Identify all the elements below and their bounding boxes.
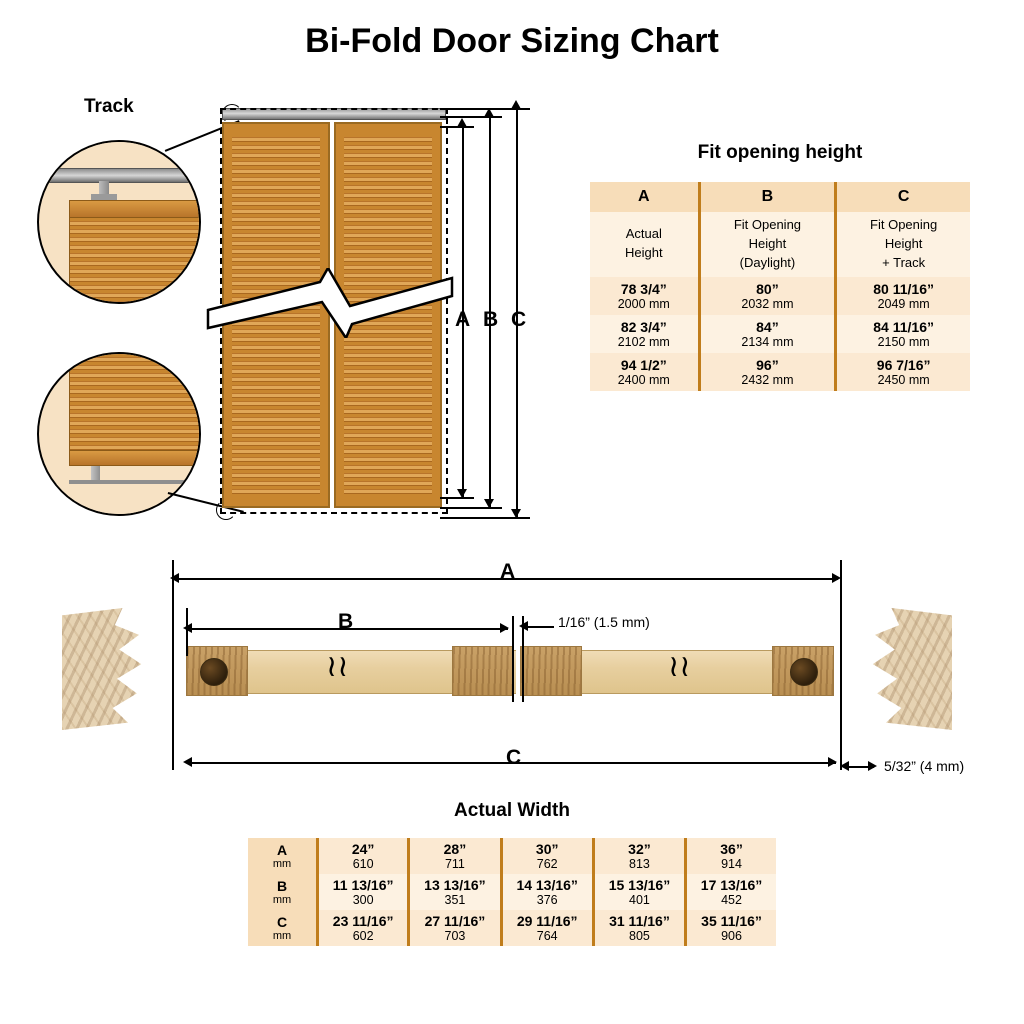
clearance-arrow-left [840,761,849,771]
track-label: Track [84,96,134,117]
dim-c-ext-top [440,108,530,110]
dim-b-plan-label: B [338,610,354,633]
width-c-c5 [686,910,776,946]
height-r2-a [590,315,699,353]
dim-a-plan-ext-left [172,560,174,770]
floor-surface-detail [39,484,199,514]
table-row [590,353,970,391]
width-a-c4-in: 32” [628,841,651,857]
height-r1-c-mm: 2049 mm [877,296,930,311]
width-row-b-header [248,874,318,910]
width-row-c-header [248,910,318,946]
width-a-c2 [409,838,501,874]
door-louvers-detail-top [69,218,200,302]
dim-a-plan-arrow-right [832,573,841,583]
track-detail-closeup [37,140,201,304]
width-c-c3 [501,910,593,946]
dim-c-plan-label: C [506,746,522,769]
width-b-c3 [501,874,593,910]
break-squiggle-right: ≀≀ [668,649,691,684]
floor-detail-closeup [37,352,201,516]
width-c-c3-mm: 764 [536,929,558,943]
pivot-hole-left [200,658,228,686]
width-b-c4-in: 15 13/16” [608,877,671,893]
break-squiggle-left: ≀≀ [326,649,349,684]
dim-label-b: B [483,308,499,331]
height-col-c-letter: C [836,182,970,212]
width-c-c2 [409,910,501,946]
width-b-c4-mm: 401 [629,893,650,907]
gap-ext-left [512,616,514,702]
dim-b-plan-arrow-left [183,623,192,633]
width-c-c1-mm: 602 [352,929,374,943]
height-col-a-desc-line2: Height [625,245,663,261]
height-col-b-desc-line3: (Daylight) [739,254,796,270]
height-col-b-letter: B [699,182,836,212]
width-row-c-letter: C [276,914,288,930]
width-a-c5 [686,838,776,874]
height-col-b-desc [699,212,836,277]
height-r3-c-mm: 2450 mm [877,372,930,387]
width-c-c5-mm: 906 [721,929,742,943]
height-r3-b-in: 96” [756,356,779,373]
width-c-c2-mm: 703 [444,929,466,943]
dim-c-plan-arrow-left [183,757,192,767]
height-r2-b [699,315,836,353]
width-a-c1 [318,838,409,874]
height-r1-a-in: 78 3/4” [620,280,667,297]
actual-width-table [248,838,776,946]
height-r2-b-mm: 2134 mm [741,334,794,349]
height-r3-c-in: 96 7/16” [876,356,931,373]
height-r3-a-in: 94 1/2” [620,356,667,373]
height-r1-a [590,277,699,315]
width-b-c5-mm: 452 [721,893,742,907]
width-a-c5-in: 36” [720,841,743,857]
width-a-c2-in: 28” [443,841,467,857]
width-row-b-unit: mm [272,894,292,906]
width-c-c1 [318,910,409,946]
page-title: Bi-Fold Door Sizing Chart [305,22,719,60]
gap-arrow [519,621,528,631]
wall-left [62,608,172,730]
width-row-a-unit: mm [272,858,292,870]
width-c-c1-in: 23 11/16” [332,913,394,929]
height-r3-c [836,353,970,391]
gap-note: 1/16” (1.5 mm) [558,614,650,630]
clearance-note: 5/32” (4 mm) [884,758,965,774]
width-table-grid [248,838,776,946]
width-b-c3-in: 14 13/16” [516,877,578,893]
width-c-c4 [593,910,685,946]
width-b-c1-in: 11 13/16” [332,877,394,893]
table-row [590,315,970,353]
height-col-c-desc-line1: Fit Opening [870,217,938,232]
height-col-b-desc-line1: Fit Opening [733,217,802,232]
dim-a-ext-top [440,126,474,128]
width-b-c1-mm: 300 [352,893,374,907]
width-row-a-header [248,838,318,874]
width-b-c2 [409,874,501,910]
width-a-c3-mm: 762 [536,857,558,871]
height-r3-a [590,353,699,391]
break-symbol [200,268,460,338]
height-col-c-desc-line3: + Track [882,254,926,270]
width-b-c2-mm: 351 [444,893,466,907]
width-b-c4 [593,874,685,910]
height-r1-c-in: 80 11/16” [873,280,934,297]
table-row [590,277,970,315]
width-b-c2-in: 13 13/16” [424,877,486,893]
table-row [248,910,776,946]
height-col-b-desc-line2: Height [748,235,787,251]
height-col-a-letter: A [590,182,699,212]
height-col-a-desc [590,212,699,277]
width-c-c4-mm: 805 [629,929,650,943]
height-r2-c [836,315,970,353]
width-c-c2-in: 27 11/16” [424,913,486,929]
width-a-c5-mm: 914 [721,857,742,871]
dim-label-c: C [511,308,527,331]
width-b-c1 [318,874,409,910]
width-b-c3-mm: 376 [536,893,558,907]
width-a-c3 [501,838,593,874]
height-r2-b-in: 84” [756,318,779,335]
stile-right-center [520,646,582,696]
width-a-c4 [593,838,685,874]
height-r2-c-in: 84 11/16” [873,318,934,335]
height-r1-b-in: 80” [756,280,779,297]
pivot-hole-right [790,658,818,686]
width-a-c3-in: 30” [535,841,559,857]
table-row [248,838,776,874]
table-row [248,874,776,910]
dim-c-ext-bottom [440,517,530,519]
width-c-c3-in: 29 11/16” [516,913,578,929]
dim-label-a: A [455,308,471,331]
width-b-c5 [686,874,776,910]
height-r1-c [836,277,970,315]
height-table-header-row [590,182,970,212]
width-a-c1-mm: 610 [352,857,374,871]
dim-a-plan-arrow-left [170,573,179,583]
height-r1-a-mm: 2000 mm [617,296,670,311]
width-c-c4-in: 31 11/16” [609,913,670,929]
height-r2-a-mm: 2102 mm [617,334,670,349]
width-c-c5-in: 35 11/16” [701,913,762,929]
dim-a-plan-label: A [500,560,516,583]
width-table-title: Actual Width [454,800,570,821]
height-col-a-desc-line1: Actual [625,226,662,242]
wall-right [842,608,952,730]
height-col-c-desc [836,212,970,277]
height-r2-a-in: 82 3/4” [620,318,667,335]
height-col-c-desc-line2: Height [884,235,923,251]
stile-left-center [452,646,514,696]
height-table-title: Fit opening height [697,142,863,163]
dim-c-plan-arrow-right [828,757,837,767]
height-r1-b-mm: 2032 mm [741,296,794,311]
width-a-c4-mm: 813 [629,857,650,871]
height-table-desc-row [590,212,970,277]
track-rail-detail [39,168,199,183]
width-a-c2-mm: 711 [444,857,465,871]
width-row-b-letter: B [276,878,288,894]
height-r2-c-mm: 2150 mm [877,334,930,349]
fit-opening-height-table [590,182,970,391]
bottom-pivot-pin-detail [91,466,100,480]
width-b-c5-in: 17 13/16” [700,877,763,893]
door-bottom-rail-detail [69,450,199,466]
width-row-c-unit: mm [272,930,292,942]
dim-b-ext-top [440,116,502,118]
height-r3-b-mm: 2432 mm [741,372,794,387]
width-a-c1-in: 24” [351,841,375,857]
width-row-a-letter: A [276,842,288,858]
height-table-grid [590,182,970,391]
dim-a-plan-ext-right [840,560,842,770]
dim-a-ext-bottom [440,497,474,499]
dim-b-plan-arrow-right [500,623,509,633]
height-r3-b [699,353,836,391]
height-r1-b [699,277,836,315]
gap-dim-line [526,626,554,628]
clearance-arrow-right [868,761,877,771]
height-r3-a-mm: 2400 mm [617,372,670,387]
dim-b-ext-bottom [440,507,502,509]
door-top-rail-detail [69,200,199,218]
door-louvers-detail-bottom [69,354,200,450]
door-track-rail [222,108,446,120]
